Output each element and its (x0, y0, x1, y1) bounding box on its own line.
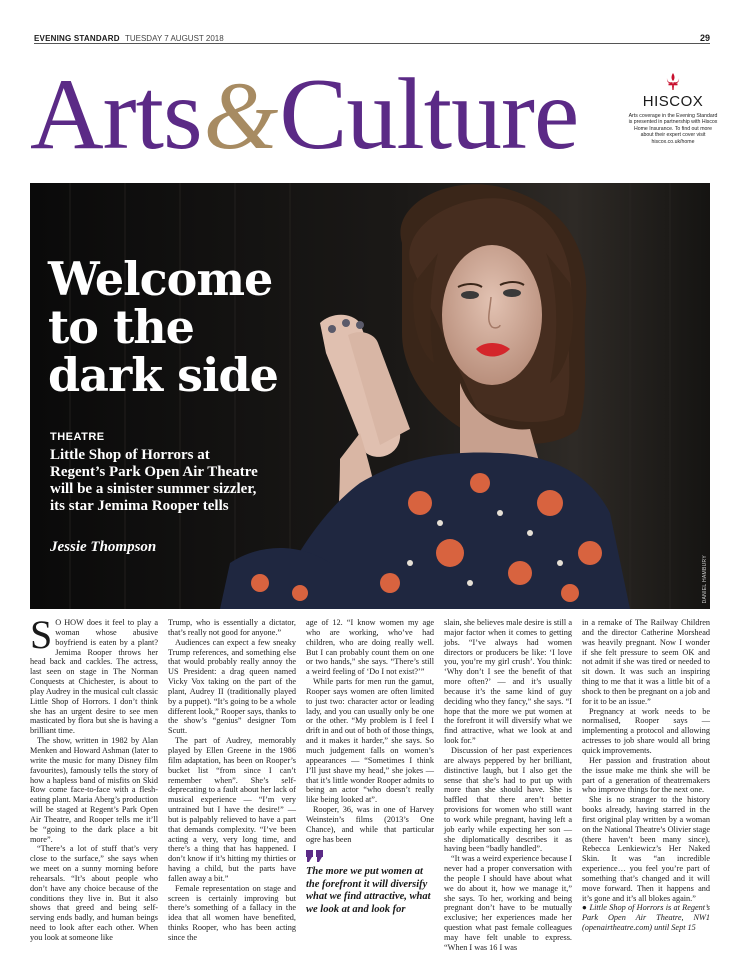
article-column-1 (30, 612, 158, 942)
headline-line-2: to the (48, 300, 194, 354)
pull-quote-text: The more we put women at the forefront it will diversify what we find attractive, what we look at and look for (306, 866, 431, 915)
paragraph-text: O HOW does it feel to play a woman whose abusive boyfriend is eaten by a plant? Jemima Rooper throws her head back and cackles. The actress, last seen on stage in The Norman Conquests at Chichester, is about to play Audrey in the musical cult classic Little Shop of Horrors. I don’t think she has an urgent desire to see men masticated by flora but she is having a brilliant time. (30, 618, 158, 736)
masthead-culture: Culture (279, 58, 579, 171)
pull-quote (306, 850, 434, 916)
article-paragraph: While parts for men run the gamut, Rooper says women are often limited to just two: character actor or leading lady, and you can usually only be one or the other. “My problem is I feel I drift in and out of both of those things, and it makes it harder,” she says. So much judgement falls on women’s appearances — “Sometimes I think I’ll just shave my head,” she jokes — that it’s little wonder Rooper admits to being an actor “who doesn’t really like being looked at”. (306, 677, 434, 805)
article-paragraph: Female representation on stage and screen is certainly improving but there’s something of a fallacy in the idea that all women have benefited, thinks Rooper, who has been acting since the (168, 883, 296, 942)
headline (48, 252, 338, 402)
article-paragraph: Rooper, 36, was in one of Harvey Weinstein’s films (2013’s One Chance), and while that particular ogre has been (306, 805, 434, 844)
article-paragraph: in a remake of The Railway Children and the director Catherine Morshead was heavily pregnant. Now I wonder if she felt pressure to seem OK and not admit if she was tired or needed to sit down. It was such an inspiring thing to me that it was a little bit of a shock to then be pregnant on a job and for it to be an issue.” (582, 618, 710, 706)
show-info: ● Little Shop of Horrors is at Regent’s Park Open Air Theatre, NW1 (openairtheatre.com) until Sept 15 (582, 903, 710, 933)
article-paragraph (30, 612, 158, 736)
article-paragraph: Pregnancy at work needs to be normalised, Rooper says — implementing a protocol and allowing actresses to job share would all bring quick improvements. (582, 706, 710, 755)
publication-line (34, 34, 224, 43)
article-column-2 (168, 618, 296, 942)
article-paragraph: slain, she believes male desire is still a major factor when it comes to getting jobs. “I’ve always had women directors or producers be like: ‘I love you, you’re my girl crush’. You think: ‘Why don’t I see the benefit of that more often?’ — and it’s usually because it’s the same kind of guy deciding who they fancy,” she says. “I hope that the more we put women at the forefront it will diversify what we find attractive, what we look at and look for.” (444, 618, 572, 746)
section-kicker: THEATRE (50, 431, 105, 443)
article-paragraph: Her passion and frustration about the issue make me think she will be part of a generation of theatremakers who improve things for the next one. (582, 755, 710, 795)
standfirst: Little Shop of Horrors at Regent’s Park Open Air Theatre will be a sinister summer sizzler, its star Jemima Rooper tells (50, 447, 258, 514)
article-column-4 (444, 618, 572, 952)
photo-credit: DANIEL HAMBURY (702, 554, 708, 603)
issue-date: TUESDAY 7 AUGUST 2018 (124, 34, 224, 43)
drop-cap: S (30, 612, 53, 657)
section-masthead (30, 60, 578, 170)
masthead-arts: Arts (30, 58, 202, 171)
article-paragraph: The part of Audrey, memorably played by Ellen Greene in the 1986 film adaptation, has been on Rooper’s bucket list “from since I can’t remember when”. She’s self-deprecating to a fault about her lack of musical experience — “I’m very untrained but I have the desire!” — but is palpably relieved to have a part that demands complexity. “I’ve been acting a very, very long time, and there’s a thing that has happened. I don’t know if it’s hitting my thirties or having a child, but the parts have fallen away a bit.” (168, 736, 296, 883)
page-header (34, 30, 710, 44)
quote-mark-icon (306, 850, 324, 862)
article-paragraph: age of 12. “I know women my age who are working, who’ve had children, who are doing really well. But I can probably count them on one or two hands,” she says. “There’s still a weird feeling of ‘Do I not exist?’” (306, 618, 434, 677)
article-paragraph: “There’s a lot of stuff that’s very close to the surface,” she says when we meet on a sunny morning before rehearsals. “It’s about people who don’t have any choice because of the conditions they live in. But it also shows that greed and being self-serving ends badly, and human beings need to look after each other. When you look at someone like (30, 844, 158, 942)
byline: Jessie Thompson (50, 539, 157, 555)
sponsor-note: Arts coverage in the Evening Standard is presented in partnership with Hiscox Home Insurance. To find out more about their expert cover visit hiscox.co.uk/home (628, 113, 718, 145)
sponsor-brand: HISCOX (642, 93, 704, 110)
lead-photo (30, 183, 710, 609)
article-body (30, 612, 710, 952)
publication-name: EVENING STANDARD (34, 34, 120, 43)
sponsor-block (628, 72, 718, 145)
article-paragraph: “It was a weird experience because I never had a proper conversation with the people I should have about what we do about it, how we manage it,” she says. To her, working and being pregnant don’t have to be mutually exclusive; her experiences made her question what past female colleagues may have felt unable to express. “When I was 16 I was (444, 854, 572, 952)
article-paragraph: Trump, who is essentially a dictator, that’s really not good for anyone.” (168, 618, 296, 637)
hiscox-fleur-icon (665, 72, 681, 92)
masthead-ampersand: & (203, 62, 278, 169)
headline-line-1: Welcome (48, 252, 273, 306)
article-column-5 (582, 618, 710, 933)
page-number: 29 (699, 33, 710, 43)
headline-line-3: dark side (48, 348, 278, 402)
article-column-3 (306, 618, 434, 915)
article-paragraph: She is no stranger to the history books already, having starred in the first original play written by a woman on the National Theatre’s Olivier stage (there haven’t been many since), Rebecca Lenkiewicz’s Her Naked Skin. It was “an incredible experience… you feel you’re part of something that’s changed and it will move forward. Then it happens and it’s gone and it’s all blokes again.” (582, 795, 710, 903)
article-paragraph: Audiences can expect a few sneaky Trump references, and something else that would probably really annoy the US President: a drag queen named Vicky Vox taking on the part of the plant, Audrey II (traditionally played by a puppet). “It’s going to be a whole different look,” Rooper says, thanks to the show’s “genius” designer Tom Scutt. (168, 637, 296, 736)
article-paragraph: The show, written in 1982 by Alan Menken and Howard Ashman (later to write the music for many Disney film favourites), famously tells the story of how a hapless band of misfits on Skid Row come face-to-face with a flesh-eating plant. Maria Aberg’s production will be staged at Regent’s Park Open Air Theatre, and Rooper tells me it’ll be “going to the dark place a bit more”. (30, 736, 158, 844)
article-paragraph: Discussion of her past experiences are always peppered by her brilliant, distinctive laugh, but I also get the sense that she’s had to put up with more than she should have. She is baffled that there aren’t better provisions for women who still want to work while pregnant, having left a job early while expecting her son — she diplomatically describes it as having been “badly handled”. (444, 745, 572, 854)
